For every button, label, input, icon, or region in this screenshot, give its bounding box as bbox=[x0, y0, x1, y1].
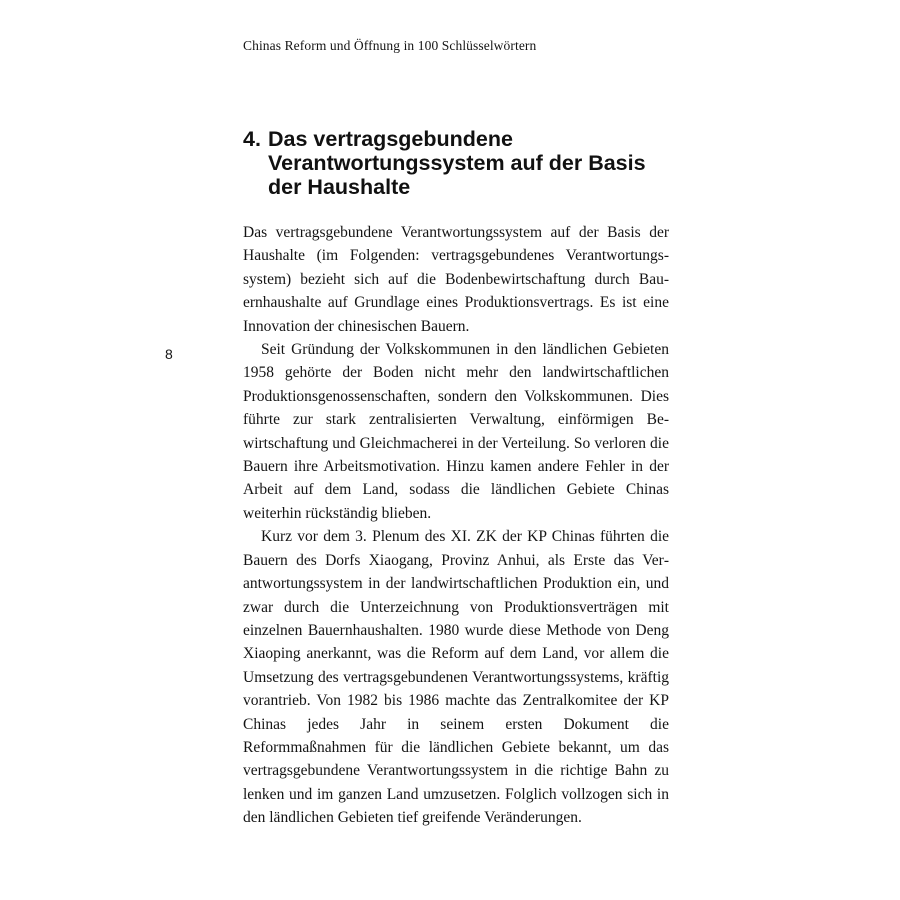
running-header: Chinas Reform und Öffnung in 100 Schlüsselwörtern bbox=[243, 38, 537, 53]
chapter-title-text: Das vertragsgebundene Verantwortungssystem auf der Basis der Haushalte bbox=[268, 127, 646, 199]
page-number: 8 bbox=[165, 346, 173, 362]
paragraph-3: Kurz vor dem 3. Plenum des XI. ZK der KP Chinas führten die Bauern des Dorfs Xiaogang, Provinz Anhui, als Erste das Verantwortungssystem in der landwirtschaftlichen Produktion ein, und zwar durch die Unterzeichnung von Produktionsverträgen mit einzelnen Bauernhaushalten. 1980 wurde diese Methode von Deng Xiaoping anerkannt, was die Reform auf dem Land, vor allem die Umsetzung des vertragsgebundenen Verantwortungssystems, kräftig vorantrieb. Von 1982 bis 1986 machte das Zentralkomitee der KP Chinas jedes Jahr in seinem ersten Dokument die Reformmaßnahmen für die ländlichen Gebiete bekannt, um das vertragsgebundene Verantwortungssystem in die richtige Bahn zu lenken und im ganzen Land umzusetzen. Folglich vollzogen sich in den ländlichen Gebieten tief greifende Veränderungen. bbox=[243, 528, 669, 827]
paragraph-1: Das vertragsgebundene Verantwortungssystem auf der Basis der Haushalte (im Folgenden: vertragsgebundenes Verantwortungssystem) bezieht sich auf die Bodenbewirtschaftung durch Bauernhaushalte auf Grundlage eines Produktionsvertrags. Es ist eine Innovation der chinesischen Bauern. bbox=[243, 224, 669, 335]
paragraph-2: Seit Gründung der Volkskommunen in den ländlichen Gebieten 1958 gehörte der Boden nicht mehr den landwirtschaftlichen Produktionsgenossenschaften, sondern den Volkskommunen. Dies führte zur stark zentralisierten Verwaltung, einförmigen Bewirtschaftung und Gleichmacherei in der Verteilung. So verloren die Bauern ihre Arbeitsmotivation. Hinzu kamen andere Fehler in der Arbeit auf dem Land, sodass die ländlichen Gebiete Chinas weiterhin rückständig blieben. bbox=[243, 341, 669, 522]
body-text bbox=[243, 221, 669, 830]
chapter-title bbox=[243, 127, 683, 199]
chapter-number: 4. bbox=[243, 127, 261, 151]
